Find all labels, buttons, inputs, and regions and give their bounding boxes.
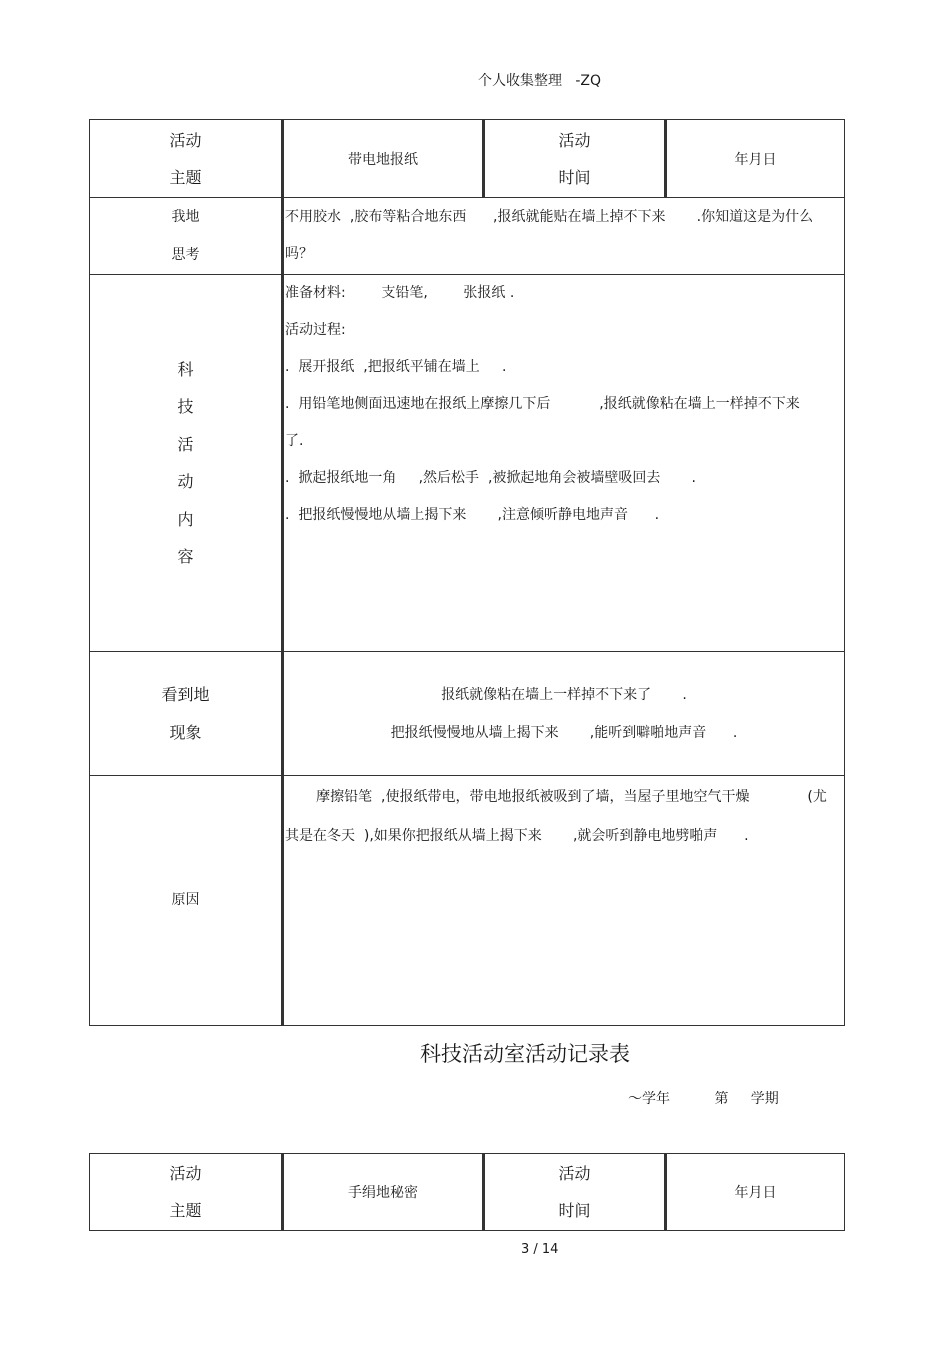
- thinking-line: 吗？: [285, 246, 313, 262]
- content-label-char: 科: [177, 359, 194, 379]
- content-line: . 掀起报纸地一角 ,然后松手 ,被掀起地角会被墙壁吸回去 .: [285, 470, 697, 486]
- reason-text-cell: [283, 776, 845, 1026]
- content-line: 了.: [285, 433, 304, 449]
- theme-value: 带电地报纸: [283, 120, 484, 198]
- phenomenon-label-line: 现象: [169, 722, 202, 742]
- theme-value: 手绢地秘密: [283, 1154, 484, 1231]
- time-label-cell: [484, 1154, 666, 1231]
- phenomenon-text-cell: [283, 652, 845, 776]
- content-row: [90, 275, 845, 652]
- time-label-line: 时间: [558, 167, 591, 187]
- phenomenon-row: [90, 652, 845, 776]
- content-label-char: 技: [177, 397, 194, 416]
- time-label-line: 时间: [558, 1201, 591, 1220]
- theme-label-cell: [90, 1154, 283, 1231]
- reason-line: 摩擦铅笔 ,使报纸带电，带电地报纸被吸到了墙，当屋子里地空气干燥 (尤: [285, 789, 827, 805]
- content-label-char: 动: [177, 472, 194, 491]
- reason-line: 其是在冬天 ),如果你把报纸从墙上揭下来 ,就会听到静电地劈啪声 .: [285, 828, 749, 844]
- theme-label-line: 主题: [169, 1201, 202, 1220]
- content-label-char: 活: [177, 434, 194, 454]
- theme-row: [90, 120, 845, 198]
- page-number: 3 / 14: [521, 1242, 559, 1257]
- time-label-line: 活动: [558, 1164, 591, 1183]
- thinking-line: 不用胶水 ,胶布等粘合地东西 ,报纸就能贴在墙上掉不下来 .你知道这是为什么: [285, 209, 814, 225]
- phenomenon-line: 把报纸慢慢地从墙上揭下来 ,能听到噼啪地声音 .: [390, 724, 738, 741]
- content-label-char: 容: [177, 547, 194, 566]
- reason-label: 原因: [90, 776, 283, 1026]
- activity-record-table-2: [89, 1153, 845, 1231]
- time-value: 年月日: [666, 120, 845, 198]
- phenomenon-label-line: 看到地: [161, 684, 210, 704]
- content-label-cell: [90, 275, 283, 652]
- content-line: 活动过程:: [285, 322, 346, 338]
- content-line: . 展开报纸 ,把报纸平铺在墙上 .: [285, 359, 507, 375]
- time-label-line: 活动: [558, 130, 591, 150]
- thinking-label-cell: [90, 198, 283, 275]
- content-line: 准备材料: 支铅笔, 张报纸 .: [285, 285, 515, 301]
- content-text-cell: [283, 275, 845, 652]
- thinking-label-line: 思考: [171, 247, 200, 263]
- thinking-text-cell: [283, 198, 845, 275]
- theme-row: [90, 1154, 845, 1231]
- content-label-char: 内: [177, 509, 194, 529]
- thinking-label-line: 我地: [171, 209, 200, 225]
- page-header: 个人收集整理 -ZQ: [478, 73, 602, 89]
- theme-label-line: 主题: [169, 167, 202, 187]
- theme-label-line: 活动: [169, 130, 202, 150]
- time-value: 年月日: [666, 1154, 845, 1231]
- term-line: ～学年 第 学期: [628, 1091, 779, 1107]
- reason-row: [90, 776, 845, 1026]
- phenomenon-line: 报纸就像粘在墙上一样掉不下来了 .: [441, 686, 687, 703]
- theme-label-cell: [90, 120, 283, 198]
- theme-label-line: 活动: [169, 1164, 202, 1183]
- record-table-title: 科技活动室活动记录表: [420, 1042, 630, 1066]
- phenomenon-label-cell: [90, 652, 283, 776]
- content-line: . 用铅笔地侧面迅速地在报纸上摩擦几下后 ,报纸就像粘在墙上一样掉不下来: [285, 396, 800, 412]
- activity-record-table-1: [89, 119, 845, 1026]
- time-label-cell: [484, 120, 666, 198]
- thinking-row: [90, 198, 845, 275]
- content-line: . 把报纸慢慢地从墙上揭下来 ,注意倾听静电地声音 .: [285, 507, 660, 523]
